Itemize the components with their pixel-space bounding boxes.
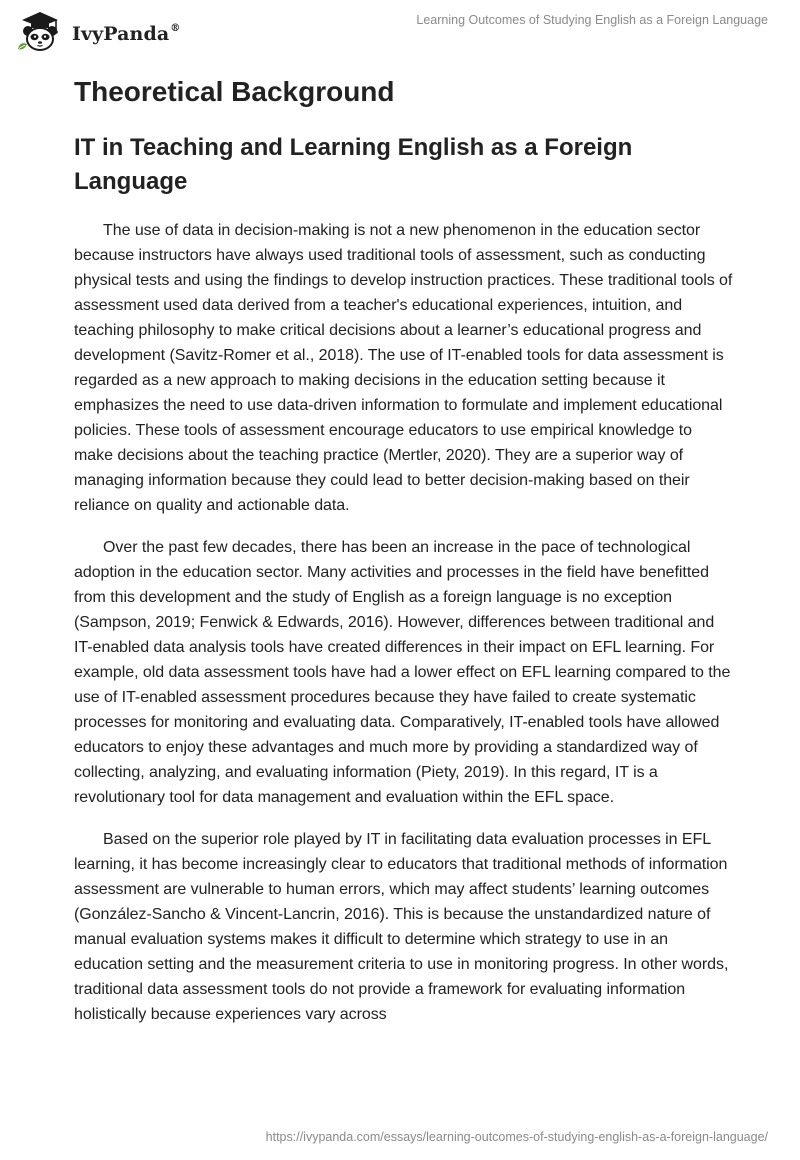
paragraph-2: Over the past few decades, there has been an increase in the pace of technological adoption in the education sector. Many activities and processes in the field have benefitted from this development and the study of English as a foreign language is no exception (Sampson, 2019; Fenwick & Edwards, 2016). However, differences between traditional and IT-enabled data analysis tools have created differences in their impact on EFL learning. For example, old data assessment tools have had a lower effect on EFL learning compared to the use of IT-enabled assessment procedures because they have failed to create systematic processes for monitoring and evaluating data. Comparatively, IT-enabled tools have allowed educators to enjoy these advantages and much more by providing a standardized way of collecting, analyzing, and evaluating information (Piety, 2019). In this regard, IT is a revolutionary tool for data management and evaluation within the EFL space. xyxy=(74,539,731,806)
logo-wordmark xyxy=(72,23,180,45)
source-url[interactable]: https://ivypanda.com/essays/learning-outcomes-of-studying-english-as-a-foreign-language/ xyxy=(265,1130,768,1144)
registered-mark: ® xyxy=(170,22,181,34)
article-body xyxy=(74,70,734,1023)
ivypanda-logo[interactable] xyxy=(14,9,180,55)
paragraph-3: Based on the superior role played by IT in facilitating data evaluation processes in EFL learning, it has become increasingly clear to educators that traditional methods of information assessment are vulnerable to human errors, which may affect students’ learning outcomes (González-Sancho & Vincent-Lancrin, 2016). This is because the unstandardized nature of manual evaluation systems makes it difficult to determine which strategy to use in an education setting and the measurement criteria to use in monitoring progress. In other words, traditional data assessment tools do not provide a framework for evaluating information holistically because experiences vary across xyxy=(74,831,729,1023)
panda-graduate-icon xyxy=(14,9,66,55)
paragraph-1: The use of data in decision-making is not a new phenomenon in the education sector because instructors have always used traditional tools of assessment, such as conducting physical tests and using the findings to develop instruction practices. These traditional tools of assessment used data derived from a teacher's educational experiences, intuition, and teaching philosophy to make critical decisions about a learner’s educational progress and development (Savitz-Romer et al., 2018). The use of IT-enabled tools for data assessment is regarded as a new approach to making decisions in the education setting because it emphasizes the need to use data-driven information to formulate and implement educational policies. These tools of assessment encourage educators to use empirical knowledge to make decisions about the teaching practice (Mertler, 2020). They are a superior way of managing information because they could lead to better decision-making based on their reliance on quality and actionable data. xyxy=(74,222,733,514)
document-title: Learning Outcomes of Studying English as a Foreign Language xyxy=(416,13,768,27)
page-header xyxy=(0,0,800,60)
logo-text: IvyPanda xyxy=(72,23,170,45)
subsection-heading: IT in Teaching and Learning English as a Foreign Language xyxy=(74,134,633,195)
section-heading: Theoretical Background xyxy=(74,76,395,107)
